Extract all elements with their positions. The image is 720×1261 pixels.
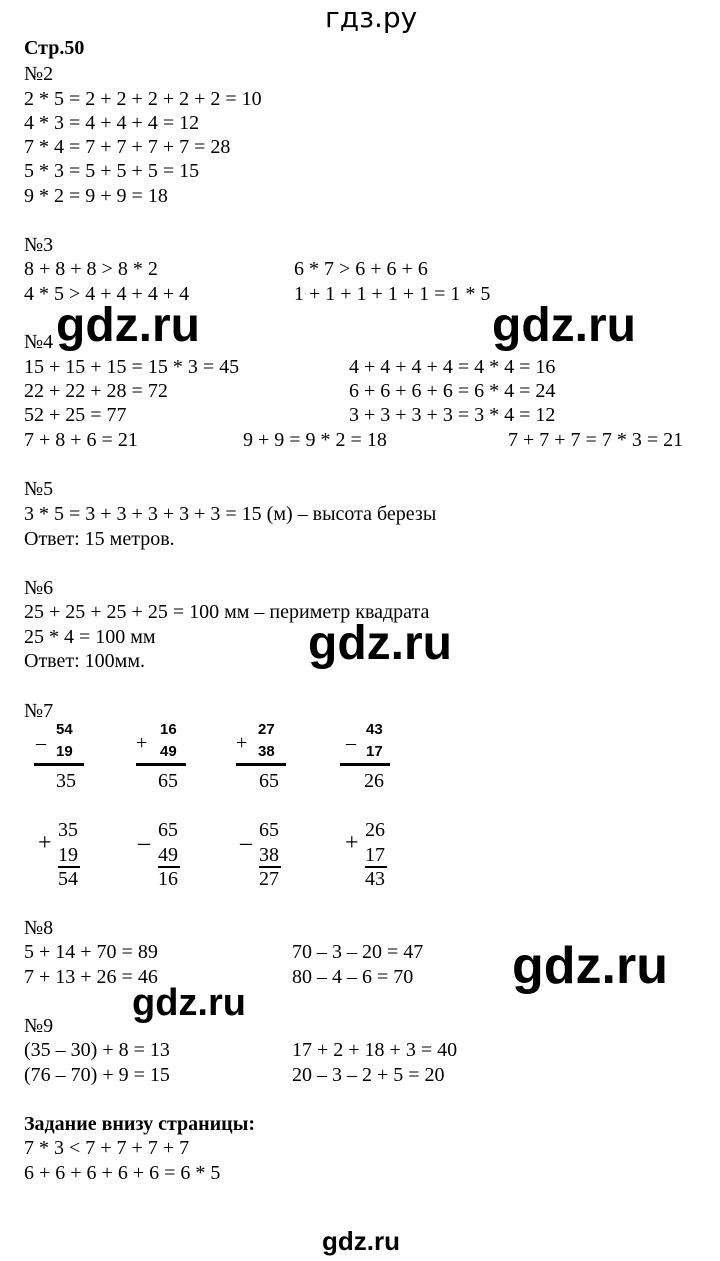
task3-number: №3 — [24, 234, 54, 256]
bottom-task-title: Задание внизу страницы: — [24, 1113, 255, 1135]
column-result: 27 — [259, 868, 279, 890]
watermark: gdz.ru — [492, 299, 636, 352]
column-sign: – — [346, 732, 356, 754]
task5-number: №5 — [24, 478, 54, 500]
column-operand-b: 19 — [56, 743, 73, 760]
task6-line: 25 * 4 = 100 мм — [24, 626, 156, 648]
task5-line: 3 * 5 = 3 + 3 + 3 + 3 + 3 = 15 (м) – высота березы — [24, 503, 437, 525]
column-sign: + — [345, 830, 359, 856]
task3-left-line: 4 * 5 > 4 + 4 + 4 + 4 — [24, 283, 190, 305]
watermark: gdz.ru — [512, 937, 668, 995]
column-result: 43 — [365, 868, 385, 890]
bottom-task-line: 6 + 6 + 6 + 6 + 6 = 6 * 5 — [24, 1162, 221, 1184]
task6-line: 25 + 25 + 25 + 25 = 100 мм – периметр квадрата — [24, 601, 430, 623]
task2-line: 4 * 3 = 4 + 4 + 4 = 12 — [24, 112, 200, 134]
page-title: Стр.50 — [24, 37, 85, 59]
column-rule — [136, 763, 186, 766]
column-rule — [236, 763, 286, 766]
task5-answer: Ответ: 15 метров. — [24, 528, 175, 550]
column-rule — [340, 763, 390, 766]
task9-right-line: 17 + 2 + 18 + 3 = 40 — [292, 1039, 458, 1061]
task3-left-line: 8 + 8 + 8 > 8 * 2 — [24, 258, 158, 280]
task8-right-line: 80 – 4 – 6 = 70 — [292, 966, 414, 988]
column-result: 26 — [364, 770, 384, 792]
task3-right-line: 1 + 1 + 1 + 1 + 1 = 1 * 5 — [294, 283, 491, 305]
column-sign: + — [38, 830, 52, 856]
column-operand-a: 65 — [259, 819, 279, 841]
task2-line: 7 * 4 = 7 + 7 + 7 + 7 = 28 — [24, 136, 231, 158]
column-operand-b: 49 — [160, 743, 177, 760]
task6-answer: Ответ: 100мм. — [24, 650, 145, 672]
task9-number: №9 — [24, 1015, 54, 1037]
task4-right-line: 3 + 3 + 3 + 3 = 3 * 4 = 12 — [349, 404, 556, 426]
column-operand-a: 54 — [56, 721, 73, 738]
task9-right-line: 20 – 3 – 2 + 5 = 20 — [292, 1064, 445, 1086]
column-sign: + — [236, 732, 248, 754]
column-result: 16 — [158, 868, 178, 890]
column-sign: – — [138, 830, 150, 856]
task4-far-line: 7 + 7 + 7 = 7 * 3 = 21 — [508, 429, 684, 451]
task4-right-line: 6 + 6 + 6 + 6 = 6 * 4 = 24 — [349, 380, 556, 402]
watermark: gdz.ru — [308, 617, 452, 670]
column-operand-b: 17 — [366, 743, 383, 760]
column-result: 35 — [56, 770, 76, 792]
column-operand-a: 26 — [365, 819, 385, 841]
task8-left-line: 5 + 14 + 70 = 89 — [24, 941, 158, 963]
column-result: 54 — [58, 868, 78, 890]
column-result: 65 — [158, 770, 178, 792]
task4-left-line: 52 + 25 = 77 — [24, 404, 127, 426]
task2-line: 5 * 3 = 5 + 5 + 5 = 15 — [24, 160, 200, 182]
column-operand-a: 16 — [160, 721, 177, 738]
task8-left-line: 7 + 13 + 26 = 46 — [24, 966, 158, 988]
task9-left-line: (35 – 30) + 8 = 13 — [24, 1039, 170, 1061]
task6-number: №6 — [24, 577, 54, 599]
column-sign: – — [36, 732, 46, 754]
column-sign: + — [136, 732, 148, 754]
task4-mid-line: 9 + 9 = 9 * 2 = 18 — [243, 429, 387, 451]
site-header: гдз.ру — [325, 1, 418, 34]
task8-number: №8 — [24, 917, 54, 939]
column-operand-b: 38 — [258, 743, 275, 760]
task8-right-line: 70 – 3 – 20 = 47 — [292, 941, 424, 963]
column-rule — [34, 763, 84, 766]
column-result: 65 — [259, 770, 279, 792]
task4-left-line: 15 + 15 + 15 = 15 * 3 = 45 — [24, 356, 240, 378]
footer-watermark: gdz.ru — [322, 1226, 400, 1256]
bottom-task-line: 7 * 3 < 7 + 7 + 7 + 7 — [24, 1137, 190, 1159]
task2-line: 2 * 5 = 2 + 2 + 2 + 2 + 2 = 10 — [24, 88, 262, 110]
column-sign: – — [240, 830, 252, 856]
watermark: gdz.ru — [56, 299, 200, 352]
task9-left-line: (76 – 70) + 9 = 15 — [24, 1064, 170, 1086]
watermark: gdz.ru — [132, 982, 246, 1024]
task2-number: №2 — [24, 63, 54, 85]
column-operand-a: 35 — [58, 819, 78, 841]
column-operand-b: 19 — [58, 844, 78, 866]
column-operand-b: 17 — [365, 844, 385, 866]
task7-number: №7 — [24, 700, 54, 722]
task4-right-line: 4 + 4 + 4 + 4 = 4 * 4 = 16 — [349, 356, 556, 378]
column-operand-a: 43 — [366, 721, 383, 738]
column-operand-a: 27 — [258, 721, 275, 738]
task3-right-line: 6 * 7 > 6 + 6 + 6 — [294, 258, 428, 280]
task4-number: №4 — [24, 331, 54, 353]
column-operand-b: 49 — [158, 844, 178, 866]
task4-left-line: 22 + 22 + 28 = 72 — [24, 380, 168, 402]
column-operand-b: 38 — [259, 844, 279, 866]
task2-line: 9 * 2 = 9 + 9 = 18 — [24, 185, 168, 207]
task4-left-line: 7 + 8 + 6 = 21 — [24, 429, 138, 451]
column-operand-a: 65 — [158, 819, 178, 841]
